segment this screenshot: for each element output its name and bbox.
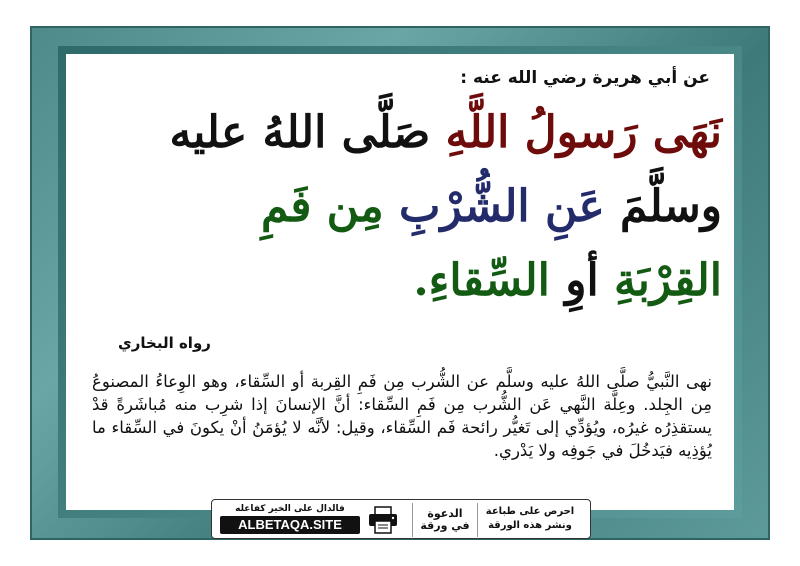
footer-print-line: ونشر هذه الورقة — [488, 520, 572, 531]
hadith-phrase: القِرْبَةِ — [613, 255, 722, 306]
logo-line: في ورقة — [420, 519, 470, 532]
footer-print-note — [480, 505, 580, 533]
site-link[interactable]: ALBETAQA.SITE — [220, 516, 360, 534]
hadith-text — [82, 96, 722, 318]
hadith-line-3 — [82, 244, 722, 318]
footer-print-line: احرص على طباعة — [485, 506, 575, 517]
hadith-phrase: وسلَّمَ — [604, 181, 722, 232]
hadith-phrase: نَهَى رَسولُ اللَّهِ — [445, 107, 722, 158]
footer-note: فالدال على الخير كفاعله — [235, 504, 345, 514]
logo-line: الدعوة — [427, 507, 463, 520]
hadith-source: رواه البخاري — [118, 334, 211, 352]
hadith-phrase: صَلَّى اللهُ عليه — [169, 107, 446, 158]
footer-left — [220, 504, 360, 534]
hadith-line-2 — [82, 170, 722, 244]
hadith-line-1 — [82, 96, 722, 170]
hadith-attribution: عن أبي هريرة رضي الله عنه : — [460, 68, 710, 88]
hadith-phrase: السِّقاءِ. — [413, 255, 550, 306]
hadith-explanation: نهى النَّبيُّ صلَّى اللهُ عليه وسلَّم عن الشُّرب مِن فَمِ القِربة أو السِّقاء، وهو الوِعاءُ المصنوعُ مِن الجِلد. وعِلَّة النَّهي عَن الشُّرب مِن فَمِ السِّقاء: أنَّ الإنسانَ إذا شرِب منه مُباشَرةً قدْ يستقذِرُه غيرُه، ويُؤدِّي إلى تَغيُّر رائحة فَم السِّقاء، وقيل: لأنَّه لا يُؤمَنُ أنْ يكونَ في السِّقاء ما يُؤذِيه فيَدخُلَ في جَوفِه ولا يَدْري. — [92, 372, 712, 460]
hadith-phrase: مِن فَمِ — [261, 181, 384, 232]
footer-card — [211, 499, 591, 539]
hadith-phrase: عَنِ الشُّرْبِ — [383, 181, 605, 232]
printer-icon — [368, 506, 398, 534]
hadith-phrase: أوِ — [549, 255, 614, 306]
logo-text — [420, 508, 469, 532]
brand-logo — [412, 503, 478, 537]
